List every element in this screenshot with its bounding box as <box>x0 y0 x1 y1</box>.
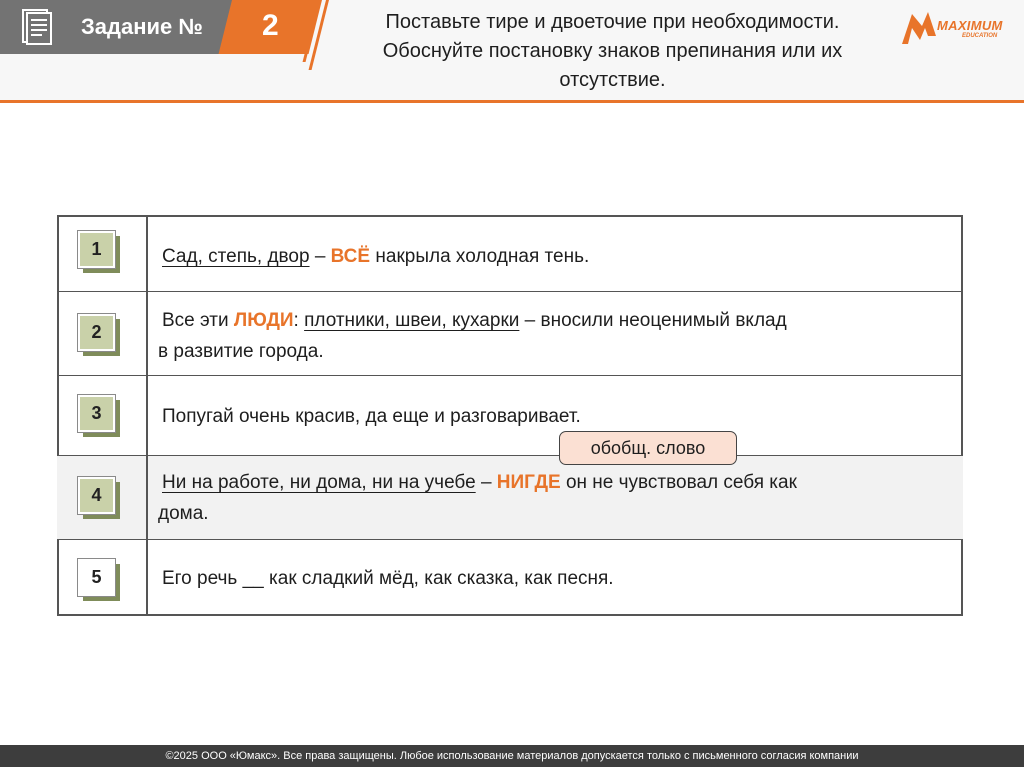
generalizing-word: НИГДЕ <box>496 472 561 493</box>
homogeneous-members: Сад, степь, двор <box>162 246 310 267</box>
homogeneous-members: плотники, швеи, кухарки <box>304 310 520 331</box>
homogeneous-members: Ни на работе, ни дома, ни на учебе <box>162 472 476 493</box>
row-number-badge: 1 <box>78 231 115 268</box>
task-title-label: Задание № <box>81 14 203 39</box>
sentence-3: Попугай очень красив, да еще и разговаривает. <box>162 406 581 427</box>
logo-subtext: EDUCATION <box>962 33 998 39</box>
colon: : <box>293 310 305 331</box>
document-icon <box>22 9 52 45</box>
sentence-5: Его речь __ как сладкий мёд, как сказка, как песня. <box>162 568 614 589</box>
copyright-footer: ©2025 ООО «Юмакс». Все права защищены. Любое использование материалов допускается только с письменного согласия компании <box>0 745 1024 767</box>
sentence-rest: накрыла холодная тень. <box>370 246 590 267</box>
sentence-1 <box>162 241 952 272</box>
task-number: 2 <box>262 9 279 42</box>
generalizing-word-tag: обобщ. слово <box>559 431 737 465</box>
sentence-start: Все эти <box>162 310 234 331</box>
task-line: отсутствие. <box>559 69 666 91</box>
row-number-badge: 2 <box>78 314 115 351</box>
sentence-continuation: дома. <box>158 503 209 524</box>
sentence-2 <box>158 305 948 367</box>
sentence-rest: – вносили неоценимый вклад <box>519 310 787 331</box>
sentence-continuation: в развитие города. <box>158 341 324 362</box>
row-number-badge: 4 <box>78 477 115 514</box>
header-divider <box>0 100 1024 103</box>
row-number-badge: 3 <box>78 395 115 432</box>
logo-text: MAXIMUM <box>937 18 1003 33</box>
generalizing-word: ВСЁ <box>330 246 371 267</box>
task-instruction <box>335 8 890 95</box>
dash: – <box>309 246 331 267</box>
row-number-badge: 5 <box>78 559 115 596</box>
task-line: Поставьте тире и двоеточие при необходимости. <box>385 11 840 33</box>
table-column-divider <box>146 215 148 616</box>
sentence-rest: он не чувствовал себя как <box>560 472 797 493</box>
dash: – <box>475 472 497 493</box>
task-line: Обоснуйте постановку знаков препинания или их <box>382 40 843 62</box>
sentence-4 <box>158 467 948 529</box>
generalizing-word: ЛЮДИ <box>233 310 294 331</box>
